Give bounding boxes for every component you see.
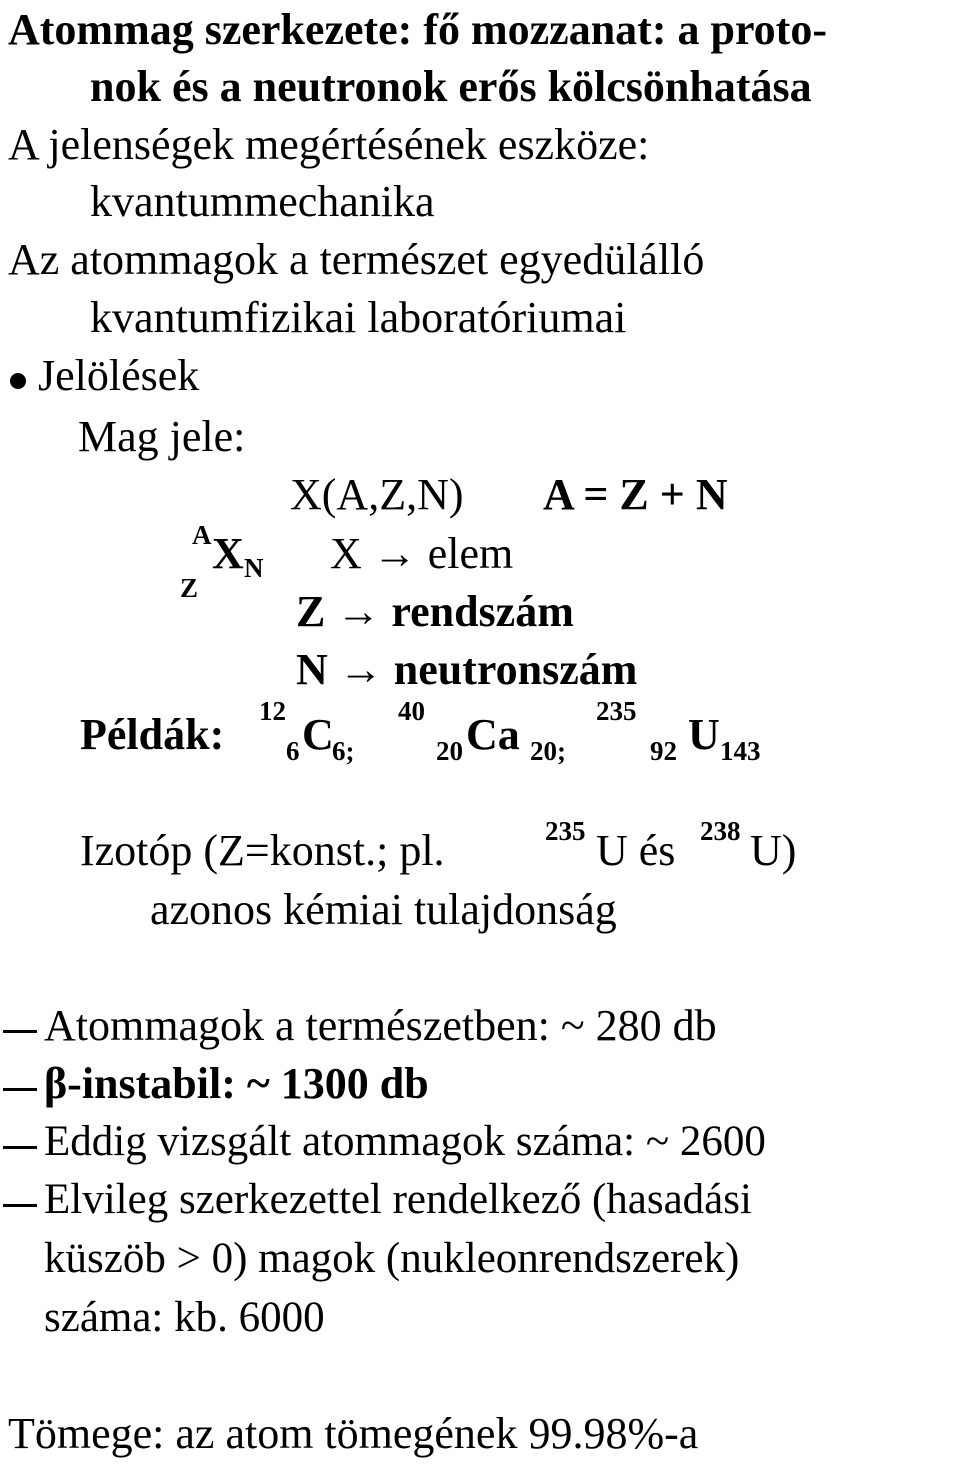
- legend-n: N → neutronszám: [296, 645, 638, 694]
- mass-number: A: [192, 520, 212, 550]
- formula-a-eq: A = Z + N: [543, 470, 728, 519]
- legend-z: Z → rendszám: [296, 587, 574, 636]
- dash-icon: [3, 1204, 37, 1207]
- neutron-number: 6;: [332, 736, 355, 766]
- bullet-icon: [10, 373, 26, 389]
- legend-x: X → elem: [330, 529, 514, 578]
- text-line: kvantummechanika: [90, 177, 435, 226]
- mass-number: 238: [700, 816, 741, 846]
- footer-line: Tömege: az atom tömegének 99.98%-a: [8, 1409, 699, 1458]
- text-line: Az atommagok a természet egyedülálló: [8, 235, 705, 284]
- mass-number: 235: [596, 696, 637, 726]
- isotope-prefix: Izotóp (Z=konst.; pl.: [80, 826, 445, 875]
- list-item-continuation: küszöb > 0) magok (nukleonrendszerek): [44, 1235, 740, 1282]
- examples-label: Példák:: [80, 710, 225, 759]
- isotope-text: U és: [596, 826, 676, 875]
- neutron-number: N: [244, 553, 264, 583]
- atomic-number: Z: [180, 573, 199, 603]
- mass-number: 235: [545, 816, 586, 846]
- text-line: A jelenségek megértésének eszköze:: [8, 120, 650, 169]
- list-item: Elvileg szerkezettel rendelkező (hasadási: [44, 1176, 752, 1223]
- text-line: azonos kémiai tulajdonság: [150, 885, 617, 934]
- mass-number: 12: [259, 696, 286, 726]
- dash-icon: [3, 1146, 37, 1149]
- neutron-number: 143: [720, 736, 761, 766]
- atomic-number: 92: [650, 736, 677, 766]
- neutron-number: 20;: [530, 736, 566, 766]
- element-symbol: Ca: [466, 710, 520, 759]
- text-line: Mag jele:: [78, 412, 246, 461]
- text-line: nok és a neutronok erős kölcsönhatása: [90, 62, 812, 111]
- isotope-text: U): [750, 826, 797, 875]
- element-symbol: U: [688, 710, 720, 759]
- list-item: β-instabil: ~ 1300 db: [44, 1059, 429, 1108]
- section-heading: Jelölések: [38, 351, 200, 400]
- formula-xazn: X(A,Z,N): [290, 470, 464, 519]
- dash-icon: [3, 1030, 37, 1033]
- element-symbol: C: [302, 710, 334, 759]
- atomic-number: 6: [286, 736, 300, 766]
- list-item-continuation: száma: kb. 6000: [44, 1294, 325, 1341]
- text-line: kvantumfizikai laboratóriumai: [90, 293, 627, 342]
- list-item: Eddig vizsgált atommagok száma: ~ 2600: [44, 1118, 766, 1165]
- element-symbol: X: [212, 529, 244, 578]
- text-line: Atommag szerkezete: fő mozzanat: a proto-: [8, 5, 827, 54]
- atomic-number: 20: [436, 736, 463, 766]
- dash-icon: [3, 1088, 37, 1091]
- list-item: Atommagok a természetben: ~ 280 db: [44, 1001, 717, 1050]
- mass-number: 40: [398, 696, 425, 726]
